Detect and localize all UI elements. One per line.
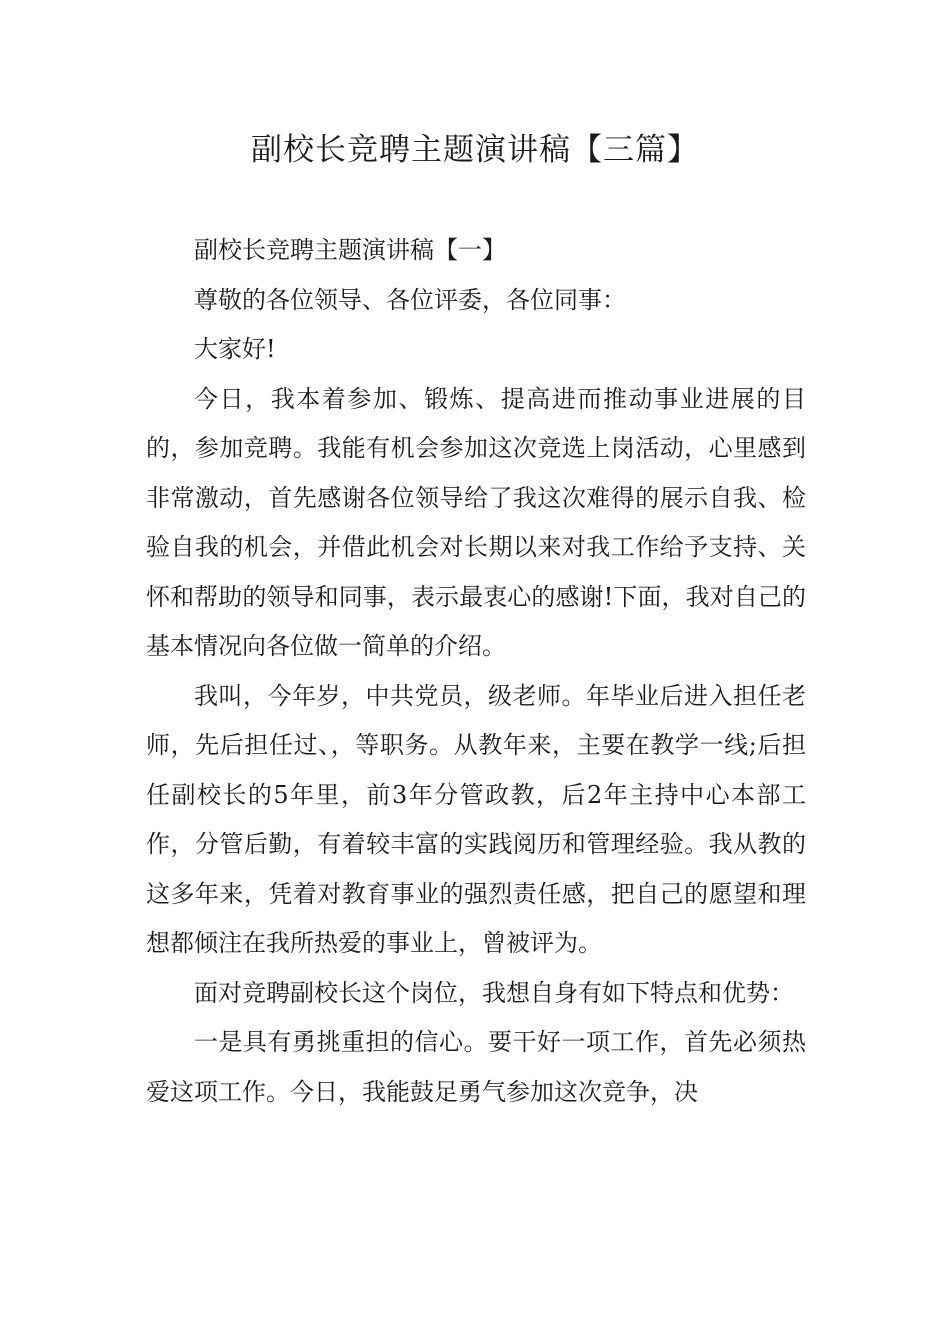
greeting: 大家好! bbox=[194, 335, 276, 363]
document-body bbox=[146, 226, 806, 1117]
paragraph-strengths-lead: 面对竞聘副校长这个岗位，我想自身有如下特点和优势： bbox=[194, 978, 794, 1007]
document-title: 副校长竞聘主题演讲稿【三篇】 bbox=[251, 132, 699, 168]
section-heading: 副校长竞聘主题演讲稿【一】 bbox=[194, 236, 506, 264]
paragraph-point-one: 一是具有勇挑重担的信心。要干好一项工作，首先必须热爱这项工作。今日，我能鼓足勇气参加这次竞争，决 bbox=[146, 1028, 806, 1106]
paragraph-background: 我叫，今年岁，中共党员，级老师。年毕业后进入担任老师，先后担任过、，等职务。从教年来，主要在教学一线;后担任副校长的5年里，前3年分管政教，后2年主持中心本部工作，分管后勤，有着较丰富的实践阅历和管理经验。我从教的这多年来，凭着对教育事业的强烈责任感，把自己的愿望和理想都倾注在我所热爱的事业上，曾被评为。 bbox=[146, 681, 806, 957]
salutation: 尊敬的各位领导、各位评委，各位同事： bbox=[194, 285, 626, 314]
paragraph-intro: 今日，我本着参加、锻炼、提高进而推动事业进展的目的，参加竞聘。我能有机会参加这次竞选上岗活动，心里感到非常激动，首先感谢各位领导给了我这次难得的展示自我、检验自我的机会，并借此机会对长期以来对我工作给予支持、关怀和帮助的领导和同事，表示最衷心的感谢!下面，我对自己的基本情况向各位做一简单的介绍。 bbox=[146, 384, 806, 660]
